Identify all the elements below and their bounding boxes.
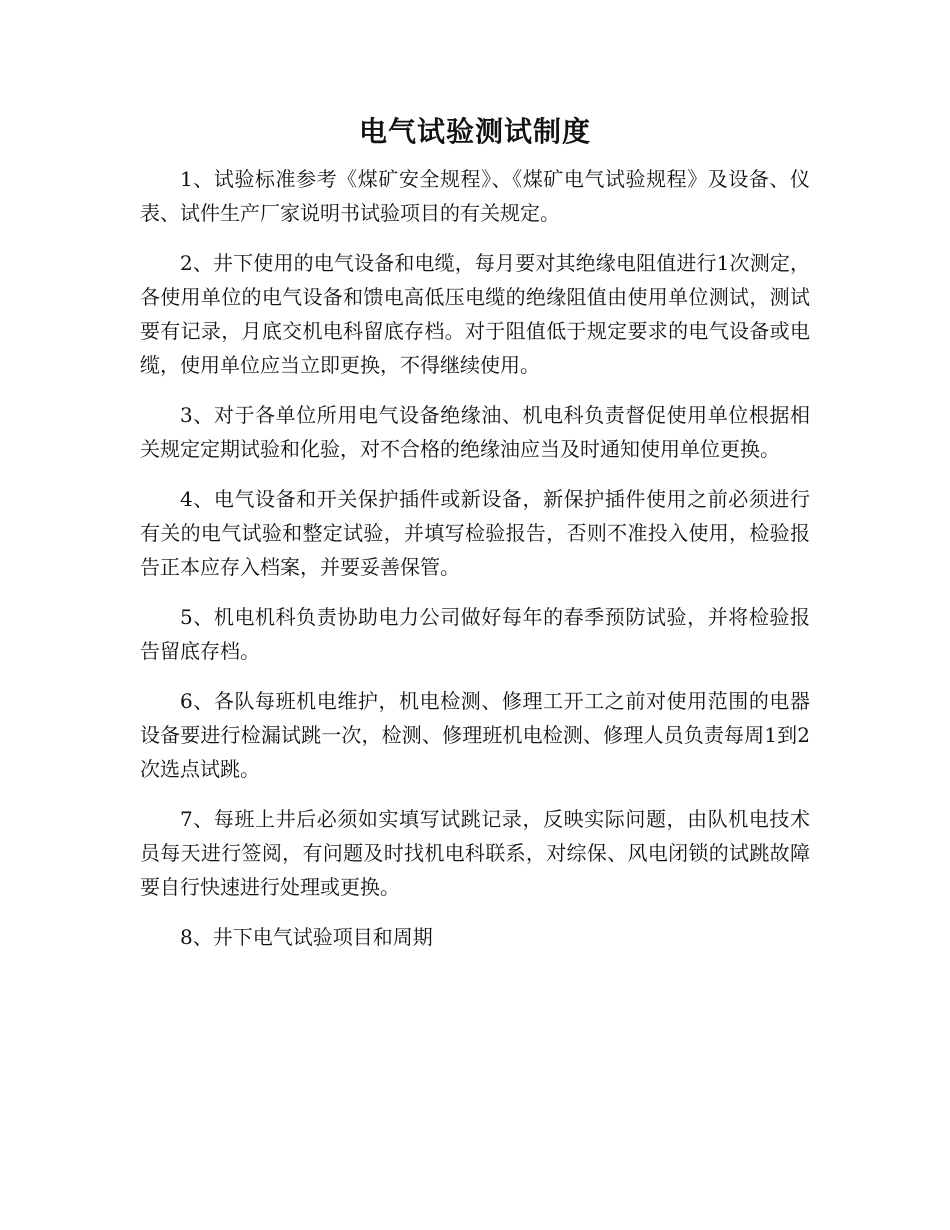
paragraph-6: 6、各队每班机电维护，机电检测、修理工开工之前对使用范围的电器设备要进行检漏试跳一次，检测、修理班机电检测、修理人员负责每周1到2次选点试跳。 [140,689,810,781]
paragraph-2: 2、井下使用的电气设备和电缆，每月要对其绝缘电阻值进行1次测定，各使用单位的电气设备和馈电高低压电缆的绝缘阻值由使用单位测试，测试要有记录，月底交机电科留底存档。对于阻值低于规定要求的电气设备或电缆，使用单位应当立即更换，不得继续使用。 [140,251,810,377]
paragraph-5: 5、机电机科负责协助电力公司做好每年的春季预防试验，并将检验报告留底存档。 [140,605,810,663]
document-page [140,108,810,970]
paragraph-4: 4、电气设备和开关保护插件或新设备，新保护插件使用之前必须进行有关的电气试验和整定试验，并填写检验报告，否则不准投入使用，检验报告正本应存入档案，并要妥善保管。 [140,487,810,579]
paragraph-1: 1、试验标准参考《煤矿安全规程》、《煤矿电气试验规程》及设备、仪表、试件生产厂家说明书试验项目的有关规定。 [140,167,810,225]
document-title: 电气试验测试制度 [358,115,591,148]
paragraph-3: 3、对于各单位所用电气设备绝缘油、机电科负责督促使用单位根据相关规定定期试验和化验，对不合格的绝缘油应当及时通知使用单位更换。 [140,403,810,461]
paragraph-8: 8、井下电气试验项目和周期 [180,925,433,949]
paragraph-7: 7、每班上井后必须如实填写试跳记录，反映实际问题，由队机电技术员每天进行签阅，有问题及时找机电科联系，对综保、风电闭锁的试跳故障要自行快速进行处理或更换。 [140,807,810,899]
